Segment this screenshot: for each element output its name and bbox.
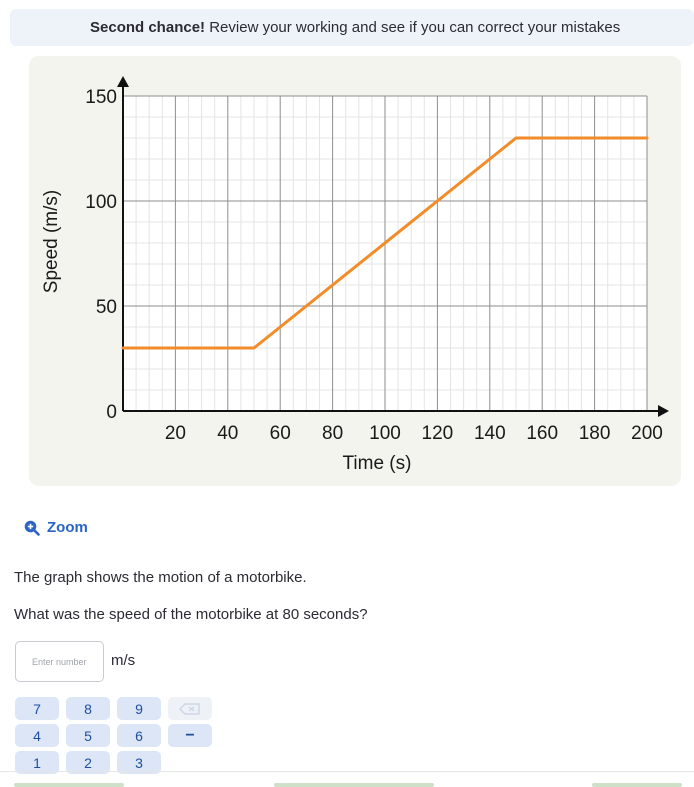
key-3[interactable]: 3: [117, 751, 161, 774]
x-tick-label: 100: [369, 423, 401, 444]
banner-bold: Second chance!: [90, 19, 206, 36]
answer-input[interactable]: [15, 641, 104, 682]
question-context: The graph shows the motion of a motorbike.: [14, 569, 307, 586]
x-tick-label: 60: [269, 423, 291, 444]
x-tick-label: 160: [526, 423, 559, 444]
banner-text: Review your working and see if you can correct your mistakes: [205, 19, 621, 36]
x-tick-label: 200: [631, 423, 663, 444]
minus-key[interactable]: −: [168, 724, 212, 747]
y-axis-label: Speed (m/s): [41, 189, 62, 294]
x-tick-label: 120: [421, 423, 454, 444]
key-7[interactable]: 7: [15, 697, 59, 720]
key-2[interactable]: 2: [66, 751, 110, 774]
y-axis-arrow: [117, 76, 129, 87]
key-5[interactable]: 5: [66, 724, 110, 747]
zoom-label: Zoom: [47, 519, 88, 536]
key-1[interactable]: 1: [15, 751, 59, 774]
bottom-button[interactable]: [274, 783, 434, 787]
y-tick-label: 0: [106, 402, 117, 423]
unit-label: m/s: [111, 652, 136, 669]
x-tick-label: 80: [322, 423, 344, 444]
key-9[interactable]: 9: [117, 697, 161, 720]
x-axis-label: Time (s): [342, 453, 412, 474]
second-chance-banner: [10, 9, 694, 46]
bottom-button[interactable]: [14, 783, 124, 787]
y-tick-label: 100: [85, 192, 117, 213]
question-prompt: What was the speed of the motorbike at 80 seconds?: [14, 606, 368, 623]
chart-card: [29, 56, 681, 486]
key-6[interactable]: 6: [117, 724, 161, 747]
backspace-key[interactable]: [168, 697, 212, 720]
x-tick-label: 20: [164, 423, 186, 444]
key-8[interactable]: 8: [66, 697, 110, 720]
x-axis-arrow: [658, 405, 669, 417]
x-tick-label: 40: [217, 423, 239, 444]
y-tick-label: 50: [95, 297, 117, 318]
x-tick-label: 140: [473, 423, 506, 444]
divider: [0, 771, 694, 772]
backspace-icon: [179, 703, 201, 715]
speed-time-chart: [29, 56, 681, 486]
key-4[interactable]: 4: [15, 724, 59, 747]
bottom-button[interactable]: [592, 783, 682, 787]
y-tick-label: 150: [85, 87, 117, 108]
zoom-button[interactable]: [24, 519, 88, 536]
x-tick-label: 180: [578, 423, 611, 444]
zoom-in-icon: [24, 520, 40, 536]
